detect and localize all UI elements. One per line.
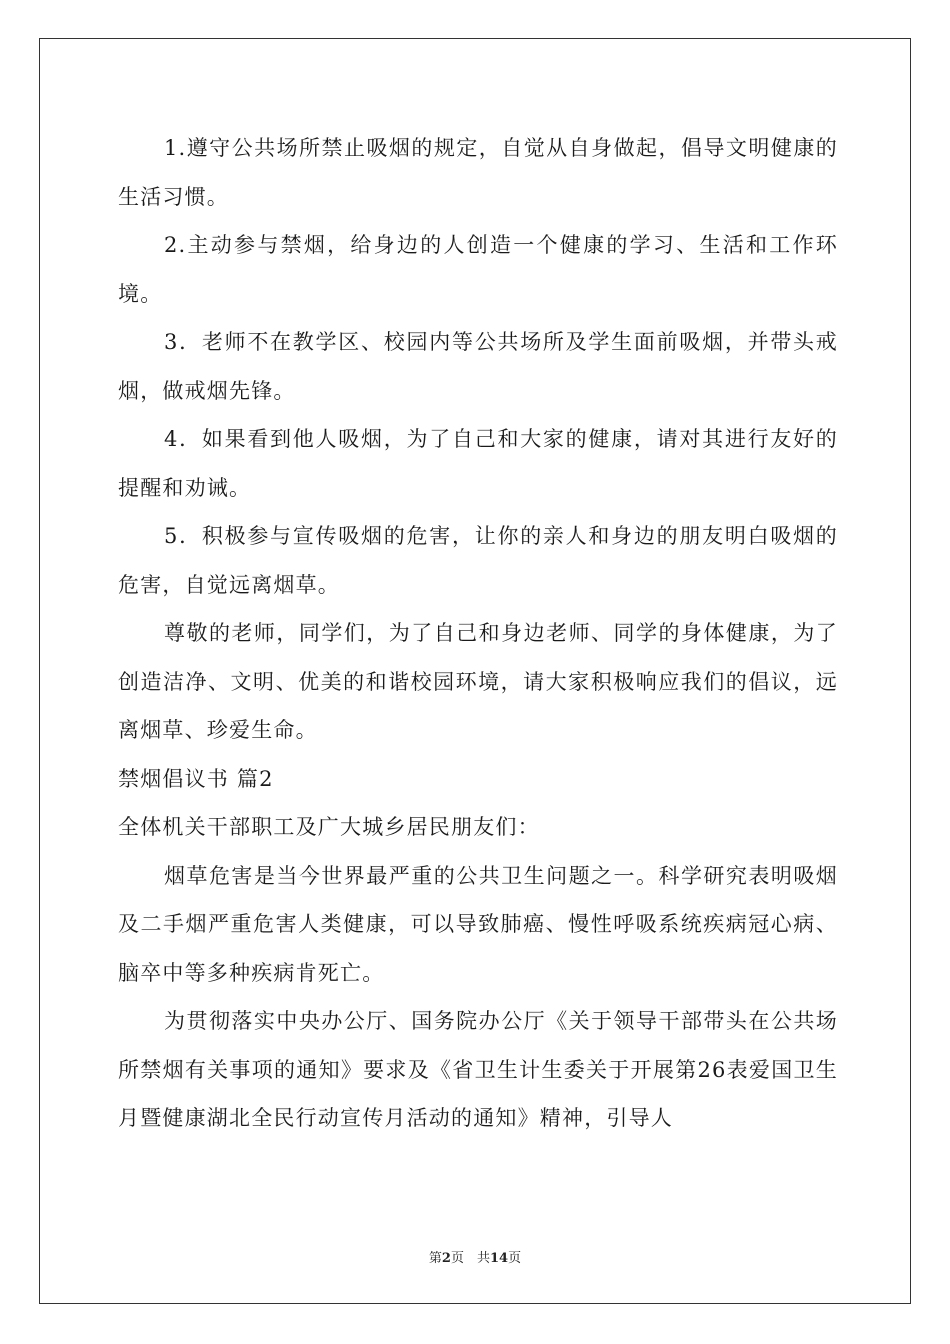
page-footer	[0, 1247, 950, 1266]
page-mid: 页 共	[450, 1251, 490, 1266]
page-prefix: 第	[428, 1251, 442, 1266]
paragraph: 为贯彻落实中央办公厅、国务院办公厅《关于领导干部带头在公共场所禁烟有关事项的通知》要求及《省卫生计生委关于开展第26表爱国卫生月暨健康湖北全民行动宣传月活动的通知》精神，引导人	[118, 1009, 838, 1130]
paragraph: 烟草危害是当今世界最严重的公共卫生问题之一。科学研究表明吸烟及二手烟严重危害人类健康，可以导致肺癌、慢性呼吸系统疾病冠心病、脑卒中等多种疾病肯死亡。	[118, 863, 838, 985]
paragraph: 尊敬的老师，同学们，为了自己和身边老师、同学的身体健康，为了创造洁净、文明、优美的和谐校园环境，请大家积极响应我们的倡议，远离烟草、珍爱生命。	[118, 621, 838, 742]
page-current: 2	[441, 1251, 451, 1266]
paragraph: 4．如果看到他人吸烟，为了自己和大家的健康，请对其进行友好的提醒和劝诫。	[118, 427, 838, 500]
salutation: 全体机关干部职工及广大城乡居民朋友们：	[118, 815, 540, 839]
document-body	[118, 124, 838, 1143]
paragraph: 2.主动参与禁烟，给身边的人创造一个健康的学习、生活和工作环境。	[118, 233, 838, 306]
paragraph: 3．老师不在教学区、校园内等公共场所及学生面前吸烟，并带头戒烟，做戒烟先锋。	[118, 330, 838, 403]
section-heading: 禁烟倡议书 篇2	[118, 766, 274, 791]
page-total: 14	[489, 1251, 509, 1266]
paragraph: 1.遵守公共场所禁止吸烟的规定，自觉从自身做起，倡导文明健康的生活习惯。	[118, 136, 838, 209]
paragraph: 5．积极参与宣传吸烟的危害，让你的亲人和身边的朋友明白吸烟的危害，自觉远离烟草。	[118, 524, 838, 597]
page-suffix: 页	[508, 1251, 522, 1266]
